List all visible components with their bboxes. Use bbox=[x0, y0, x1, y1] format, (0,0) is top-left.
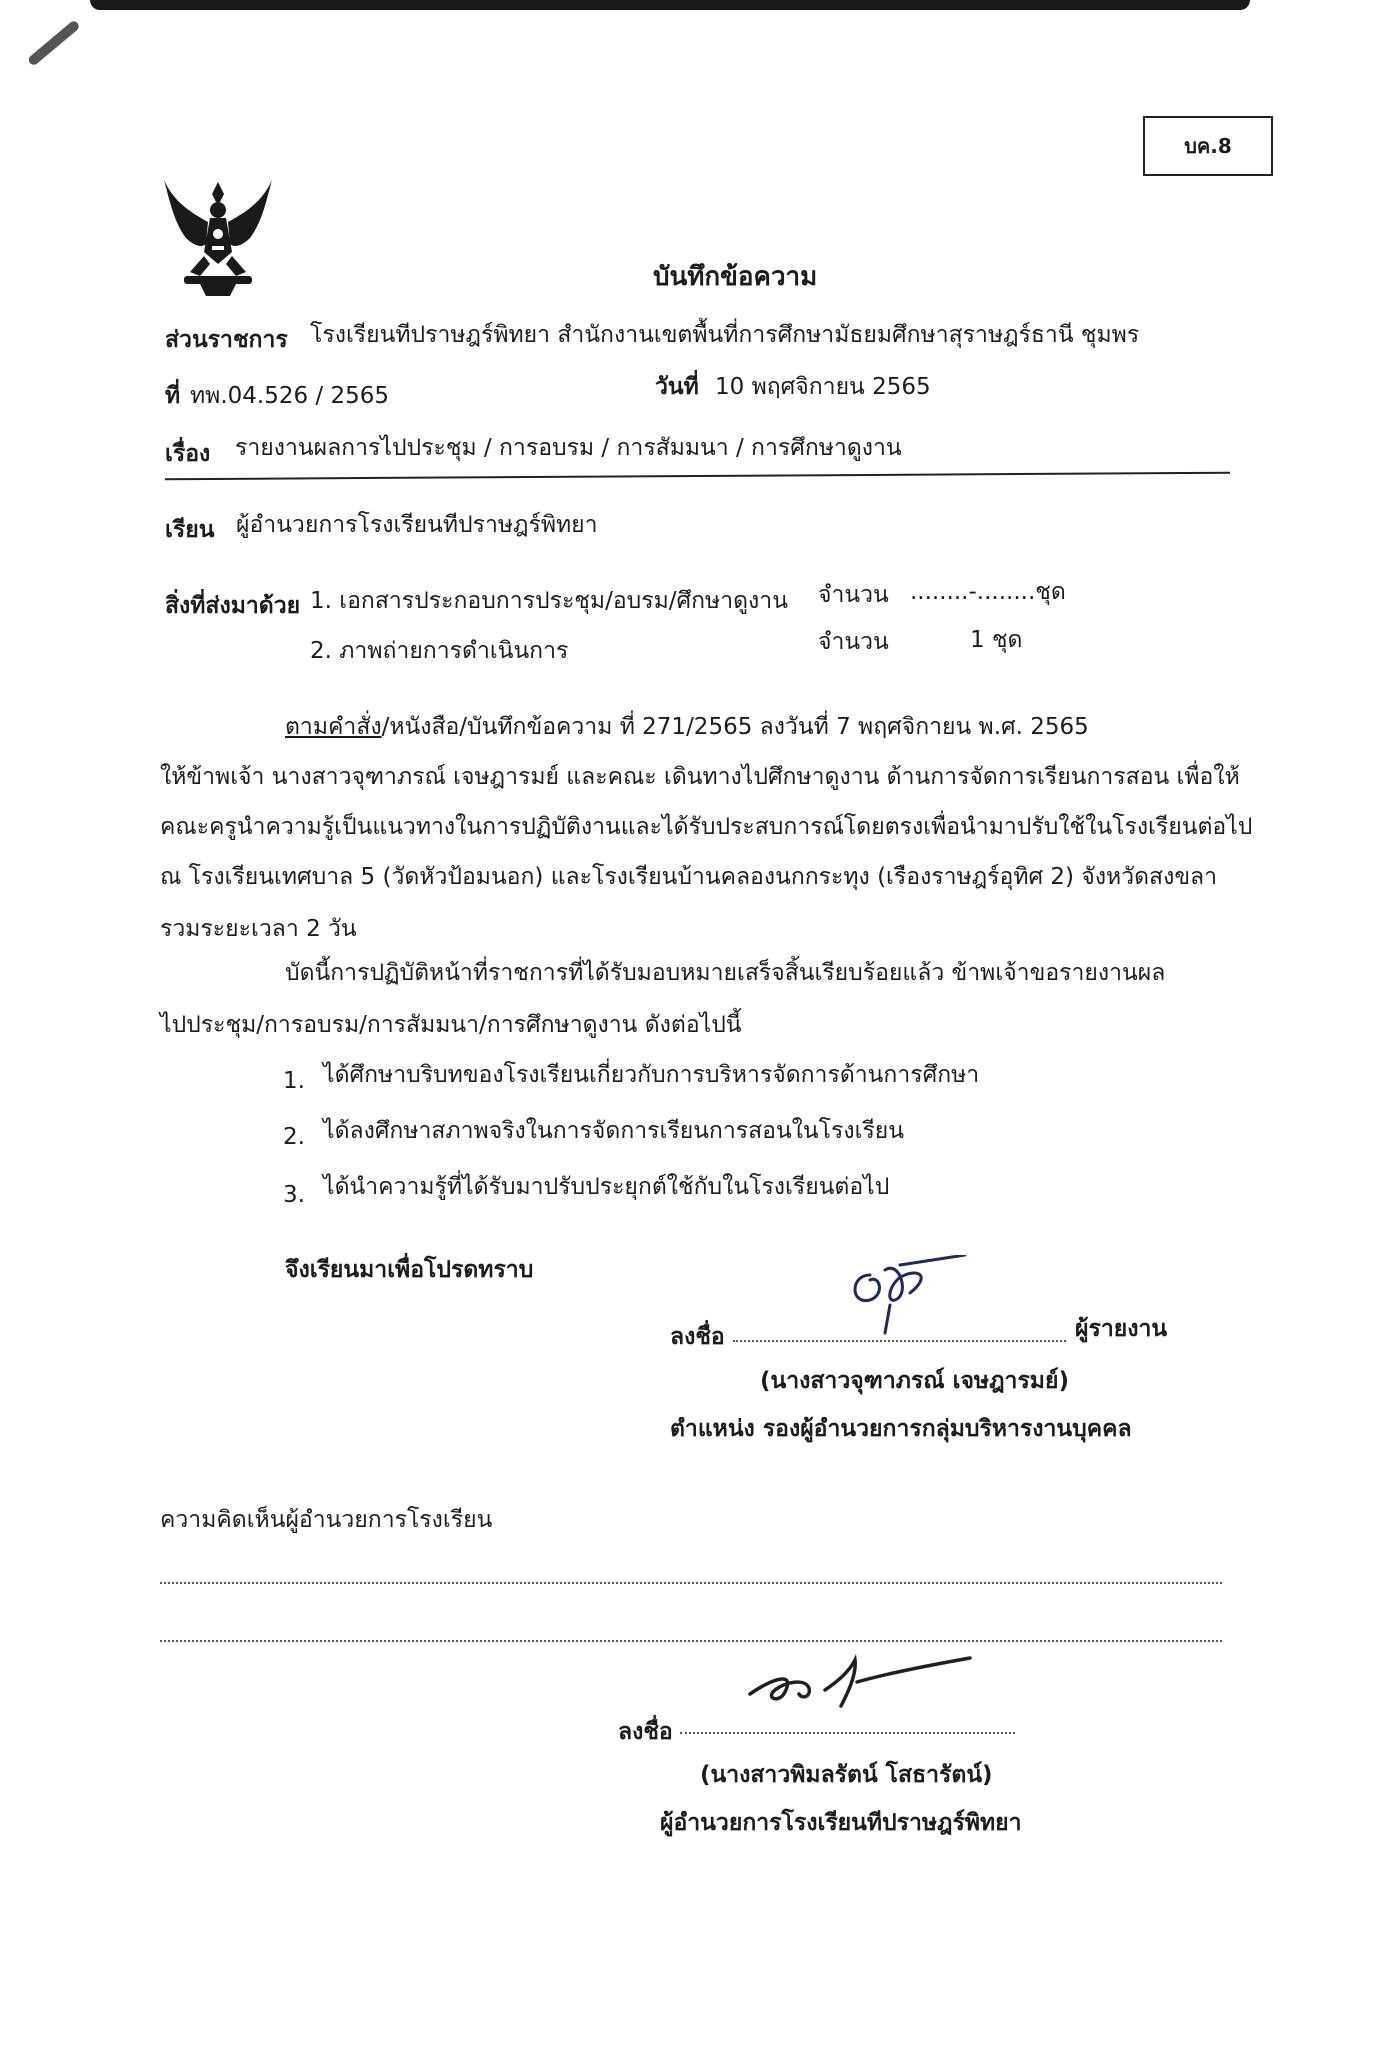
date-label: วันที่ bbox=[655, 374, 699, 400]
to-label: เรียน bbox=[165, 517, 215, 543]
body-line-1 bbox=[285, 712, 1089, 742]
order-ref-underlined: ตามคำสั่ง bbox=[285, 714, 382, 740]
memo-title: บันทึกข้อความ bbox=[653, 262, 818, 292]
comment-line-2[interactable] bbox=[160, 1640, 1222, 1642]
enclosure-item-2: 2. ภาพถ่ายการดำเนินการ bbox=[310, 638, 569, 664]
body-line-2: ให้ข้าพเจ้า นางสาวจุฑาภรณ์ เจษฎารมย์ และคณะ เดินทางไปศึกษาดูงาน ด้านการจัดการเรียนการสอน เพื่อให้ bbox=[160, 764, 1240, 790]
director-signature-icon bbox=[745, 1652, 975, 1712]
list-item-1: ได้ศึกษาบริบทของโรงเรียนเกี่ยวกับการบริหารจัดการด้านการศึกษา bbox=[323, 1062, 980, 1088]
reporter-role: ผู้รายงาน bbox=[1075, 1316, 1168, 1342]
enclosure-qty-1: ........-........ชุด bbox=[910, 579, 1066, 605]
body-p2-line-1: บัดนี้การปฏิบัติหน้าที่ราชการที่ได้รับมอบหมายเสร็จสิ้นเรียบร้อยแล้ว ข้าพเจ้าขอรายงานผล bbox=[285, 960, 1166, 986]
reporter-position: ตำแหน่ง รองผู้อำนวยการกลุ่มบริหารงานบุคคล bbox=[670, 1416, 1132, 1442]
list-item-2: ได้ลงศึกษาสภาพจริงในการจัดการเรียนการสอนในโรงเรียน bbox=[323, 1118, 905, 1144]
director-comment-label: ความคิดเห็นผู้อำนวยการโรงเรียน bbox=[160, 1507, 493, 1533]
subject-value: รายงานผลการไปประชุม / การอบรม / การสัมมนา / การศึกษาดูงาน bbox=[235, 435, 902, 461]
form-code-box: บค.8 bbox=[1143, 116, 1273, 176]
enclosure-qty-label-1: จำนวน bbox=[818, 582, 889, 608]
ref-value: ทพ.04.526 / 2565 bbox=[190, 383, 390, 409]
order-ref-rest: /หนังสือ/บันทึกข้อความ ที่ 271/2565 ลงวันที่ 7 พฤศจิกายน พ.ศ. 2565 bbox=[381, 714, 1089, 740]
director-sign-label: ลงชื่อ bbox=[618, 1719, 673, 1745]
enclosure-qty-2: 1 ชุด bbox=[970, 627, 1023, 653]
body-p2-line-2: ไปประชุม/การอบรม/การสัมมนา/การศึกษาดูงาน ดังต่อไปนี้ bbox=[160, 1012, 742, 1038]
agency-label: ส่วนราชการ bbox=[165, 327, 288, 353]
comment-line-1[interactable] bbox=[160, 1582, 1222, 1584]
list-num-2: 2. bbox=[283, 1124, 305, 1150]
to-value: ผู้อำนวยการโรงเรียนทีปราษฎร์พิทยา bbox=[236, 512, 598, 538]
list-num-3: 3. bbox=[283, 1182, 305, 1208]
agency-value: โรงเรียนทีปราษฎร์พิทยา สำนักงานเขตพื้นที่การศึกษามัธยมศึกษาสุราษฎร์ธานี ชุมพร bbox=[310, 322, 1140, 348]
reporter-sign-line bbox=[733, 1340, 1066, 1342]
enclosure-qty-label-2: จำนวน bbox=[818, 629, 889, 655]
reporter-name: (นางสาวจุฑาภรณ์ เจษฎารมย์) bbox=[760, 1368, 1069, 1394]
director-position: ผู้อำนวยการโรงเรียนทีปราษฎร์พิทยา bbox=[660, 1810, 1022, 1836]
enclosures-label: สิ่งที่ส่งมาด้วย bbox=[165, 593, 301, 619]
body-line-3: คณะครูนำความรู้เป็นแนวทางในการปฏิบัติงานและได้รับประสบการณ์โดยตรงเพื่อนำมาปรับใช้ในโรงเรียนต่อไป bbox=[160, 814, 1253, 840]
enclosure-item-1: 1. เอกสารประกอบการประชุม/อบรม/ศึกษาดูงาน bbox=[310, 588, 788, 614]
list-item-3: ได้นำความรู้ที่ได้รับมาปรับประยุกต์ใช้กับในโรงเรียนต่อไป bbox=[323, 1174, 890, 1200]
director-sign-line bbox=[680, 1732, 1015, 1734]
closing-text: จึงเรียนมาเพื่อโปรดทราบ bbox=[285, 1257, 534, 1283]
reporter-signature-icon bbox=[840, 1255, 980, 1335]
body-line-4: ณ โรงเรียนเทศบาล 5 (วัดหัวป้อมนอก) และโรงเรียนบ้านคลองนกกระทุง (เรืองราษฎร์อุทิศ 2) จังหวัดสงขลา bbox=[160, 864, 1218, 890]
subject-label: เรื่อง bbox=[165, 441, 211, 467]
pen-mark bbox=[27, 19, 81, 67]
scan-edge bbox=[90, 0, 1250, 10]
body-line-5: รวมระยะเวลา 2 วัน bbox=[160, 916, 357, 942]
date-value: 10 พฤศจิกายน 2565 bbox=[715, 374, 931, 400]
director-name: (นางสาวพิมลรัตน์ โสธารัตน์) bbox=[700, 1762, 993, 1788]
garuda-emblem-icon bbox=[160, 172, 276, 298]
header-divider bbox=[165, 472, 1230, 481]
ref-label: ที่ bbox=[165, 383, 181, 409]
list-num-1: 1. bbox=[283, 1068, 305, 1094]
reporter-sign-label: ลงชื่อ bbox=[670, 1324, 725, 1350]
